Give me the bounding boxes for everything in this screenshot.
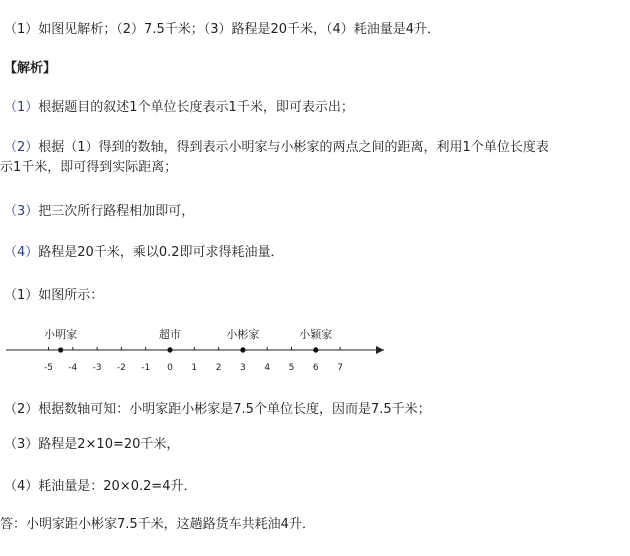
analysis-item-4 bbox=[4, 245, 284, 261]
tick-label: 2 bbox=[215, 363, 222, 373]
tick-label: 3 bbox=[240, 363, 246, 373]
analysis-item-3-number: （3） bbox=[4, 204, 39, 219]
analysis-item-1-text: 根据题目的叙述1个单位长度表示1千米，即可表示出； bbox=[38, 100, 354, 115]
tick-label: -2 bbox=[116, 363, 126, 373]
analysis-item-2-number: （2） bbox=[4, 140, 39, 155]
analysis-item-2-text: 根据（1）得到的数轴，得到表示小明家与小彬家的两点之间的距离，利用1个单位长度表 bbox=[38, 140, 549, 155]
analysis-item-4-text: 路程是20千米，乘以0.2即可求得耗油量． bbox=[38, 245, 284, 260]
analysis-header: 【解析】 bbox=[4, 61, 57, 76]
tick-label: -4 bbox=[68, 363, 78, 373]
tick-label: -5 bbox=[44, 363, 53, 373]
point-dot bbox=[167, 347, 172, 352]
analysis-item-1 bbox=[4, 100, 354, 116]
tick-label: 4 bbox=[264, 363, 271, 373]
answer-line: （1）如图见解析；（2）7.5千米；（3）路程是20千米，（4）耗油量是4升． bbox=[4, 22, 441, 37]
point-dot bbox=[58, 347, 63, 352]
final-answer: 答：小明家距小彬家7.5千米，这趟路货车共耗油4升． bbox=[0, 517, 315, 532]
solution-step-3: （3）路程是2×10=20千米， bbox=[4, 437, 180, 452]
solution-step-4: （4）耗油量是：20×0.2=4升． bbox=[4, 479, 197, 494]
tick-label: 6 bbox=[312, 363, 319, 373]
number-line-diagram bbox=[0, 324, 400, 384]
tick-label: -1 bbox=[141, 363, 151, 373]
point-label: 小明家 bbox=[44, 328, 78, 341]
point-dot bbox=[240, 347, 245, 352]
analysis-item-1-number: （1） bbox=[4, 100, 39, 115]
solution-step-1: （1）如图所示： bbox=[4, 288, 104, 303]
tick-label: 0 bbox=[167, 363, 173, 373]
tick-label: 7 bbox=[337, 363, 343, 373]
analysis-item-3-text: 把三次所行路程相加即可， bbox=[38, 204, 195, 219]
number-line-arrow bbox=[376, 346, 384, 354]
tick-label: -3 bbox=[92, 363, 102, 373]
tick-label: 1 bbox=[191, 363, 198, 373]
point-label: 超市 bbox=[159, 328, 181, 341]
point-label: 小颖家 bbox=[299, 328, 333, 341]
solution-step-2: （2）根据数轴可知：小明家距小彬家是7.5个单位长度，因而是7.5千米； bbox=[4, 402, 431, 417]
analysis-item-3 bbox=[4, 204, 194, 220]
analysis-item-2-continuation: 示1千米，即可得到实际距离； bbox=[0, 160, 178, 175]
point-label: 小彬家 bbox=[226, 328, 260, 341]
tick-label: 5 bbox=[288, 363, 295, 373]
analysis-item-4-number: （4） bbox=[4, 245, 39, 260]
analysis-item-2 bbox=[4, 140, 549, 156]
point-dot bbox=[313, 347, 318, 352]
